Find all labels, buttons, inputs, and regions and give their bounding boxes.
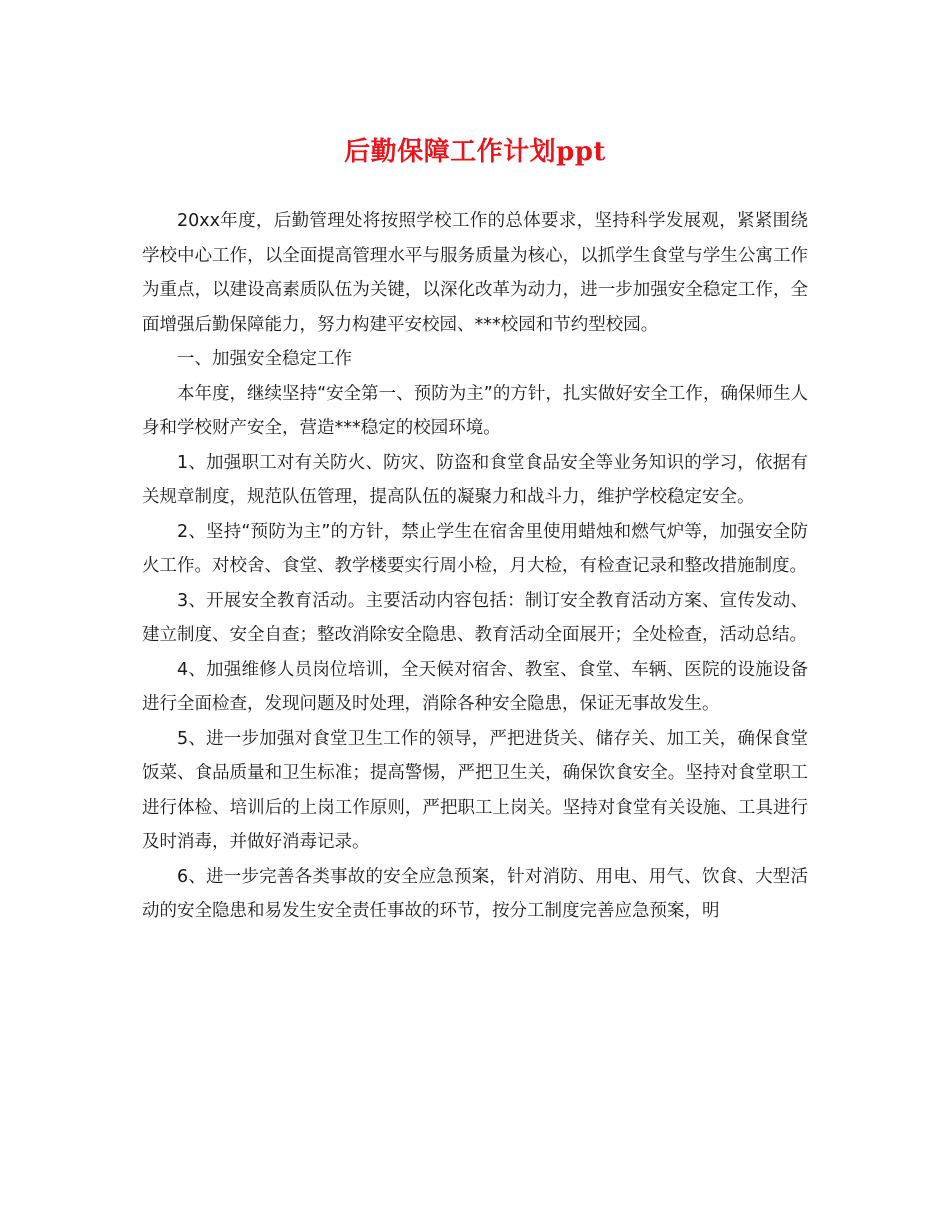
list-item-2: 2、坚持“预防为主”的方针，禁止学生在宿舍里使用蜡烛和燃气炉等，加强安全防火工作。对校舍、食堂、教学楼要实行周小检，月大检，有检查记录和整改措施制度。 bbox=[142, 521, 808, 576]
section-heading-1: 一、加强安全稳定工作 bbox=[177, 349, 352, 369]
list-item-6: 6、进一步完善各类事故的安全应急预案，针对消防、用电、用气、饮食、大型活动的安全隐患和易发生安全责任事故的环节，按分工制度完善应急预案，明 bbox=[142, 866, 808, 921]
list-item-1: 1、加强职工对有关防火、防灾、防盗和食堂食品安全等业务知识的学习，依据有关规章制度，规范队伍管理，提高队伍的凝聚力和战斗力，维护学校稳定安全。 bbox=[142, 452, 808, 507]
list-item-5: 5、进一步加强对食堂卫生工作的领导，严把进货关、储存关、加工关，确保食堂饭菜、食品质量和卫生标准；提高警惕，严把卫生关，确保饮食安全。坚持对食堂职工进行体检、培训后的上岗工作原则，严把职工上岗关。坚持对食堂有关设施、工具进行及时消毒，并做好消毒记录。 bbox=[142, 728, 808, 852]
list-item-4: 4、加强维修人员岗位培训，全天候对宿舍、教室、食堂、车辆、医院的设施设备进行全面检查，发现问题及时处理，消除各种安全隐患，保证无事故发生。 bbox=[142, 659, 808, 714]
list-item-3: 3、开展安全教育活动。主要活动内容包括：制订安全教育活动方案、宣传发动、建立制度、安全自查；整改消除安全隐患、教育活动全面展开；全处检查，活动总结。 bbox=[142, 590, 808, 645]
paragraph-intro: 20xx年度，后勤管理处将按照学校工作的总体要求，坚持科学发展观，紧紧围绕学校中心工作，以全面提高管理水平与服务质量为核心，以抓学生食堂与学生公寓工作为重点，以建设高素质队伍为关键，以深化改革为动力，进一步加强安全稳定工作，全面增强后勤保障能力，努力构建平安校园、***校园和节约型校园。 bbox=[142, 211, 808, 335]
document-title: 后勤保障工作计划ppt bbox=[344, 137, 606, 167]
document-body bbox=[142, 204, 808, 929]
paragraph-section-1-intro: 本年度，继续坚持“安全第一、预防为主”的方针，扎实做好安全工作，确保师生人身和学校财产安全，营造***稳定的校园环境。 bbox=[142, 383, 808, 438]
